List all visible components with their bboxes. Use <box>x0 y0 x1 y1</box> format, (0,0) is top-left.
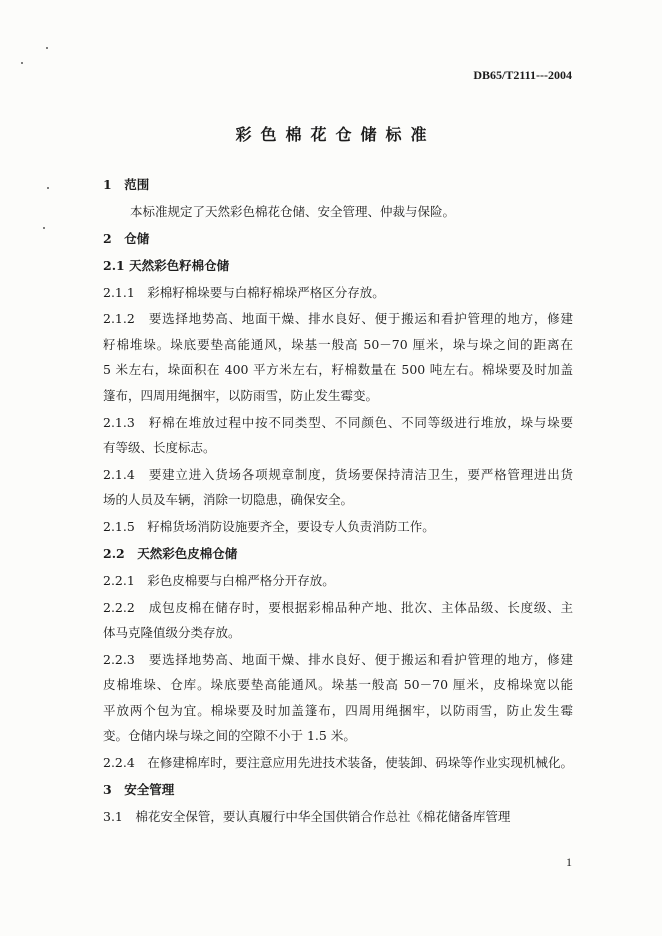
document-body <box>103 172 573 829</box>
paragraph-line: 5 米左右，垛面积在 400 平方米左右，籽棉数量在 500 吨左右。棉垛要及时加盖 <box>103 362 573 378</box>
section-heading: 2.2 天然彩色皮棉仓储 <box>103 545 238 561</box>
page-number: 1 <box>566 855 572 869</box>
paragraph-line: 3.1 棉花安全保管，要认真履行中华全国供销合作总社《棉花储备库管理 <box>103 808 511 824</box>
paragraph-line: 篷布，四周用绳捆牢，以防雨雪，防止发生霉变。 <box>103 387 379 403</box>
section-heading: 3 安全管理 <box>103 781 175 797</box>
paragraph-2-2-3 <box>103 647 573 749</box>
paragraph-line: 体马克隆值级分类存放。 <box>103 625 241 641</box>
paragraph-2-1-2 <box>103 306 573 408</box>
paragraph-line: 2.1.2 要选择地势高、地面干燥、排水良好、便于搬运和看护管理的地方，修建 <box>103 311 573 327</box>
scan-speck <box>46 47 48 49</box>
paragraph-2-1-1 <box>103 280 573 305</box>
section-heading-2-2 <box>103 541 573 566</box>
paragraph-line: 2.2.2 成包皮棉在储存时，要根据彩棉品种产地、批次、主体品级、长度级、主 <box>103 599 573 615</box>
paragraph-2-2-4 <box>103 750 573 775</box>
paragraph-3-1 <box>103 804 573 829</box>
scan-speck <box>21 62 23 64</box>
paragraph-line: 本标准规定了天然彩色棉花仓储、安全管理、仲裁与保险。 <box>130 203 456 219</box>
section-heading: 2 仓储 <box>103 230 150 246</box>
paragraph-line: 变。仓储内垛与垛之间的空隙不小于 1.5 米。 <box>103 728 356 744</box>
paragraph-line: 2.2.1 彩色皮棉要与白棉严格分开存放。 <box>103 572 335 588</box>
section-heading: 1 范围 <box>103 177 150 192</box>
paragraph-1 <box>103 199 573 224</box>
paragraph-line: 场的人员及车辆，消除一切隐患，确保安全。 <box>103 492 354 508</box>
section-heading-2-1 <box>103 253 573 278</box>
paragraph-line: 2.1.4 要建立进入货场各项规章制度，货场要保持清洁卫生，要严格管理进出货 <box>103 466 573 482</box>
paragraph-2-1-5 <box>103 514 573 539</box>
scan-speck <box>43 227 45 229</box>
paragraph-line: 2.1.3 籽棉在堆放过程中按不同类型、不同颜色、不同等级进行堆放，垛与垛要 <box>103 414 573 430</box>
paragraph-line: 籽棉堆垛。垛底要垫高能通风，垛基一般高 50－70 厘米，垛与垛之间的距离在 <box>103 336 573 352</box>
paragraph-2-1-4 <box>103 462 573 513</box>
section-heading-1 <box>103 172 573 197</box>
paragraph-line: 2.2.4 在修建棉库时，要注意应用先进技术装备，使装卸、码垛等作业实现机械化。 <box>103 755 573 771</box>
paragraph-line: 2.1.1 彩棉籽棉垛要与白棉籽棉垛严格区分存放。 <box>103 284 385 300</box>
paragraph-2-1-3 <box>103 410 573 461</box>
paragraph-line: 皮棉堆垛、仓库。垛底要垫高能通风。垛基一般高 50－70 厘米，皮棉垛宽以能 <box>103 677 573 693</box>
section-heading-3 <box>103 777 573 802</box>
paragraph-line: 有等级、长度标志。 <box>103 439 216 455</box>
document-title: 彩色棉花仓储标准 <box>235 125 436 144</box>
document-code: DB65/T2111---2004 <box>473 68 572 82</box>
section-heading-2 <box>103 226 573 251</box>
paragraph-2-2-2 <box>103 595 573 646</box>
paragraph-line: 2.1.5 籽棉货场消防设施要齐全，要设专人负责消防工作。 <box>103 519 435 535</box>
section-heading: 2.1 天然彩色籽棉仓储 <box>103 257 230 273</box>
paragraph-2-2-1 <box>103 568 573 593</box>
scan-speck <box>47 187 49 189</box>
paragraph-line: 平放两个包为宜。棉垛要及时加盖篷布，四周用绳捆牢，以防雨雪，防止发生霉 <box>103 702 573 718</box>
paragraph-line: 2.2.3 要选择地势高、地面干燥、排水良好、便于搬运和看护管理的地方，修建 <box>103 652 573 668</box>
